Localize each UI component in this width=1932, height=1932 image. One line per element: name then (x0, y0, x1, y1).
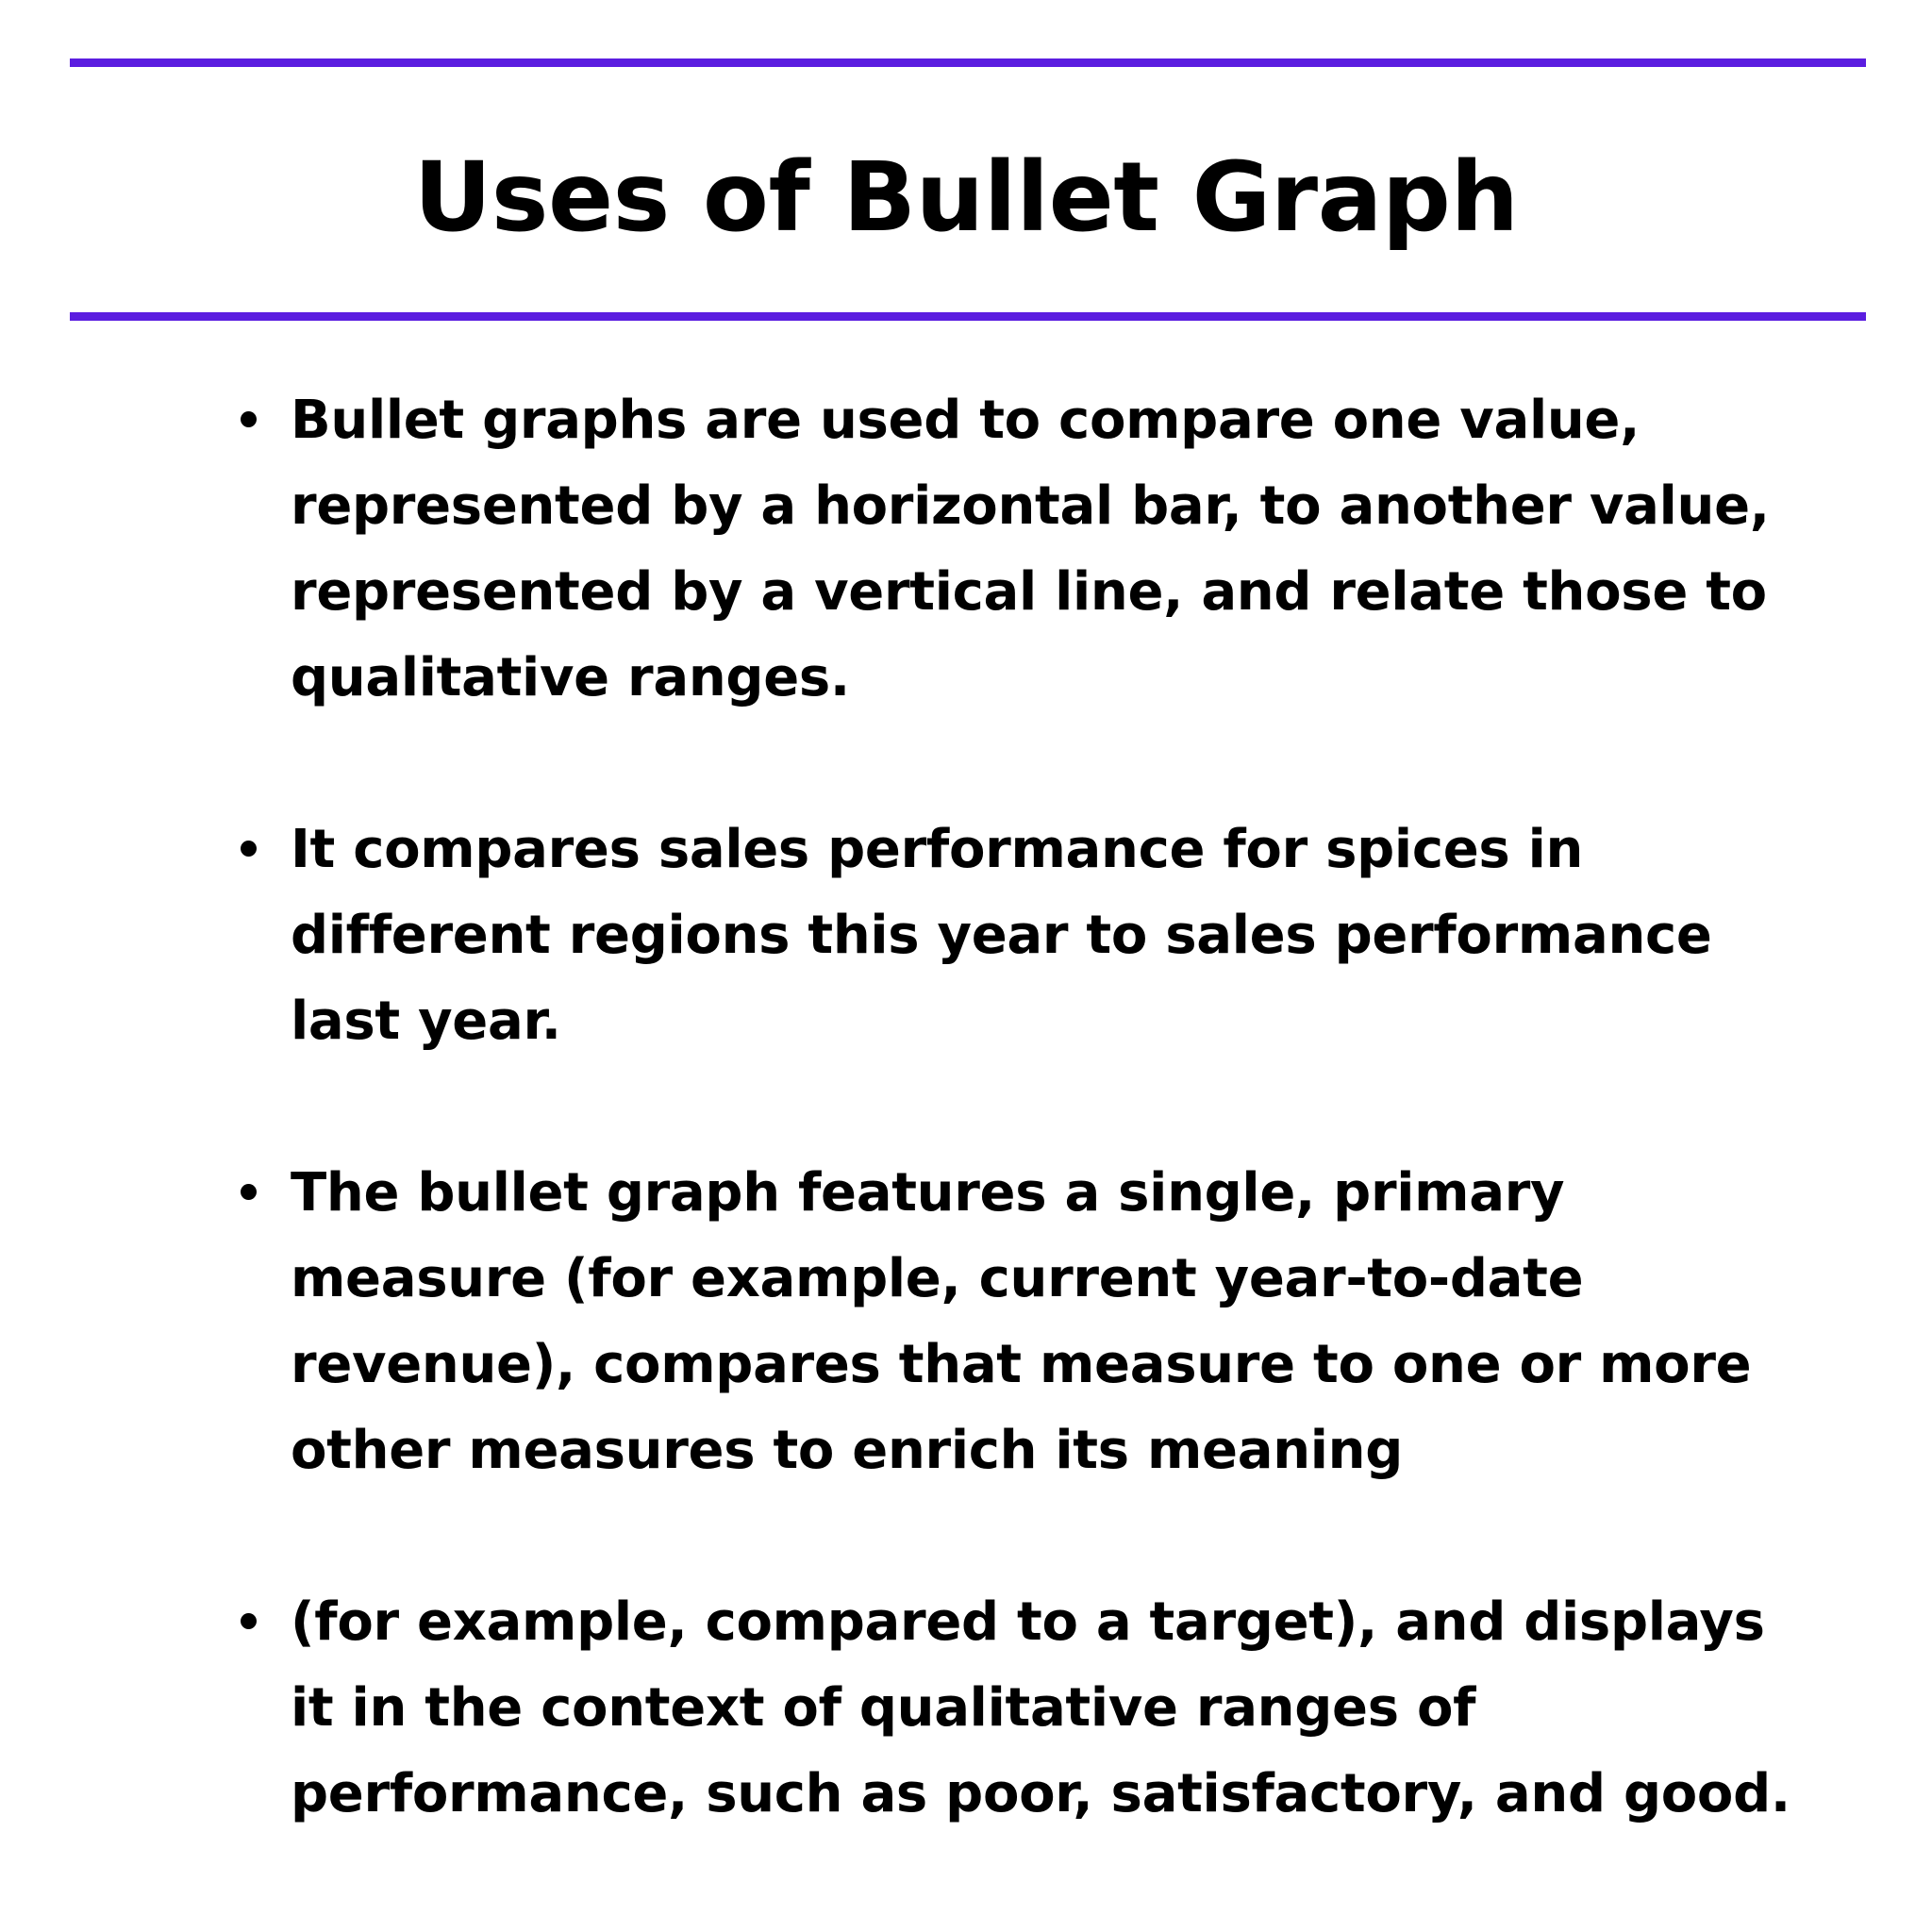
list-item-text: The bullet graph features a single, primary measure (for example, current year-to-date revenue), compares that measure to one or more other measures to enrich its meaning (291, 1162, 1752, 1481)
bullet-dot-icon (241, 841, 257, 857)
bullet-dot-icon (241, 1184, 257, 1200)
list-item (291, 1150, 1819, 1493)
list-item (291, 807, 1819, 1064)
list-item-text: Bullet graphs are used to compare one value, represented by a horizontal bar, to another value, represented by a vertical line, and relate those to qualitative ranges. (291, 390, 1770, 708)
bullet-dot-icon (241, 1613, 257, 1629)
bullet-dot-icon (241, 411, 257, 427)
list-item (291, 1579, 1819, 1837)
bullet-list (291, 377, 1819, 1837)
list-item-text: (for example, compared to a target), and displays it in the context of qualitative ranges of performance, such as poor, satisfactory, and good. (291, 1591, 1790, 1824)
list-item (291, 377, 1819, 721)
top-divider (70, 58, 1866, 67)
bottom-divider (70, 312, 1866, 321)
list-item-text: It compares sales performance for spices in different regions this year to sales performance last year. (291, 819, 1712, 1052)
page-title: Uses of Bullet Graph (413, 142, 1519, 254)
